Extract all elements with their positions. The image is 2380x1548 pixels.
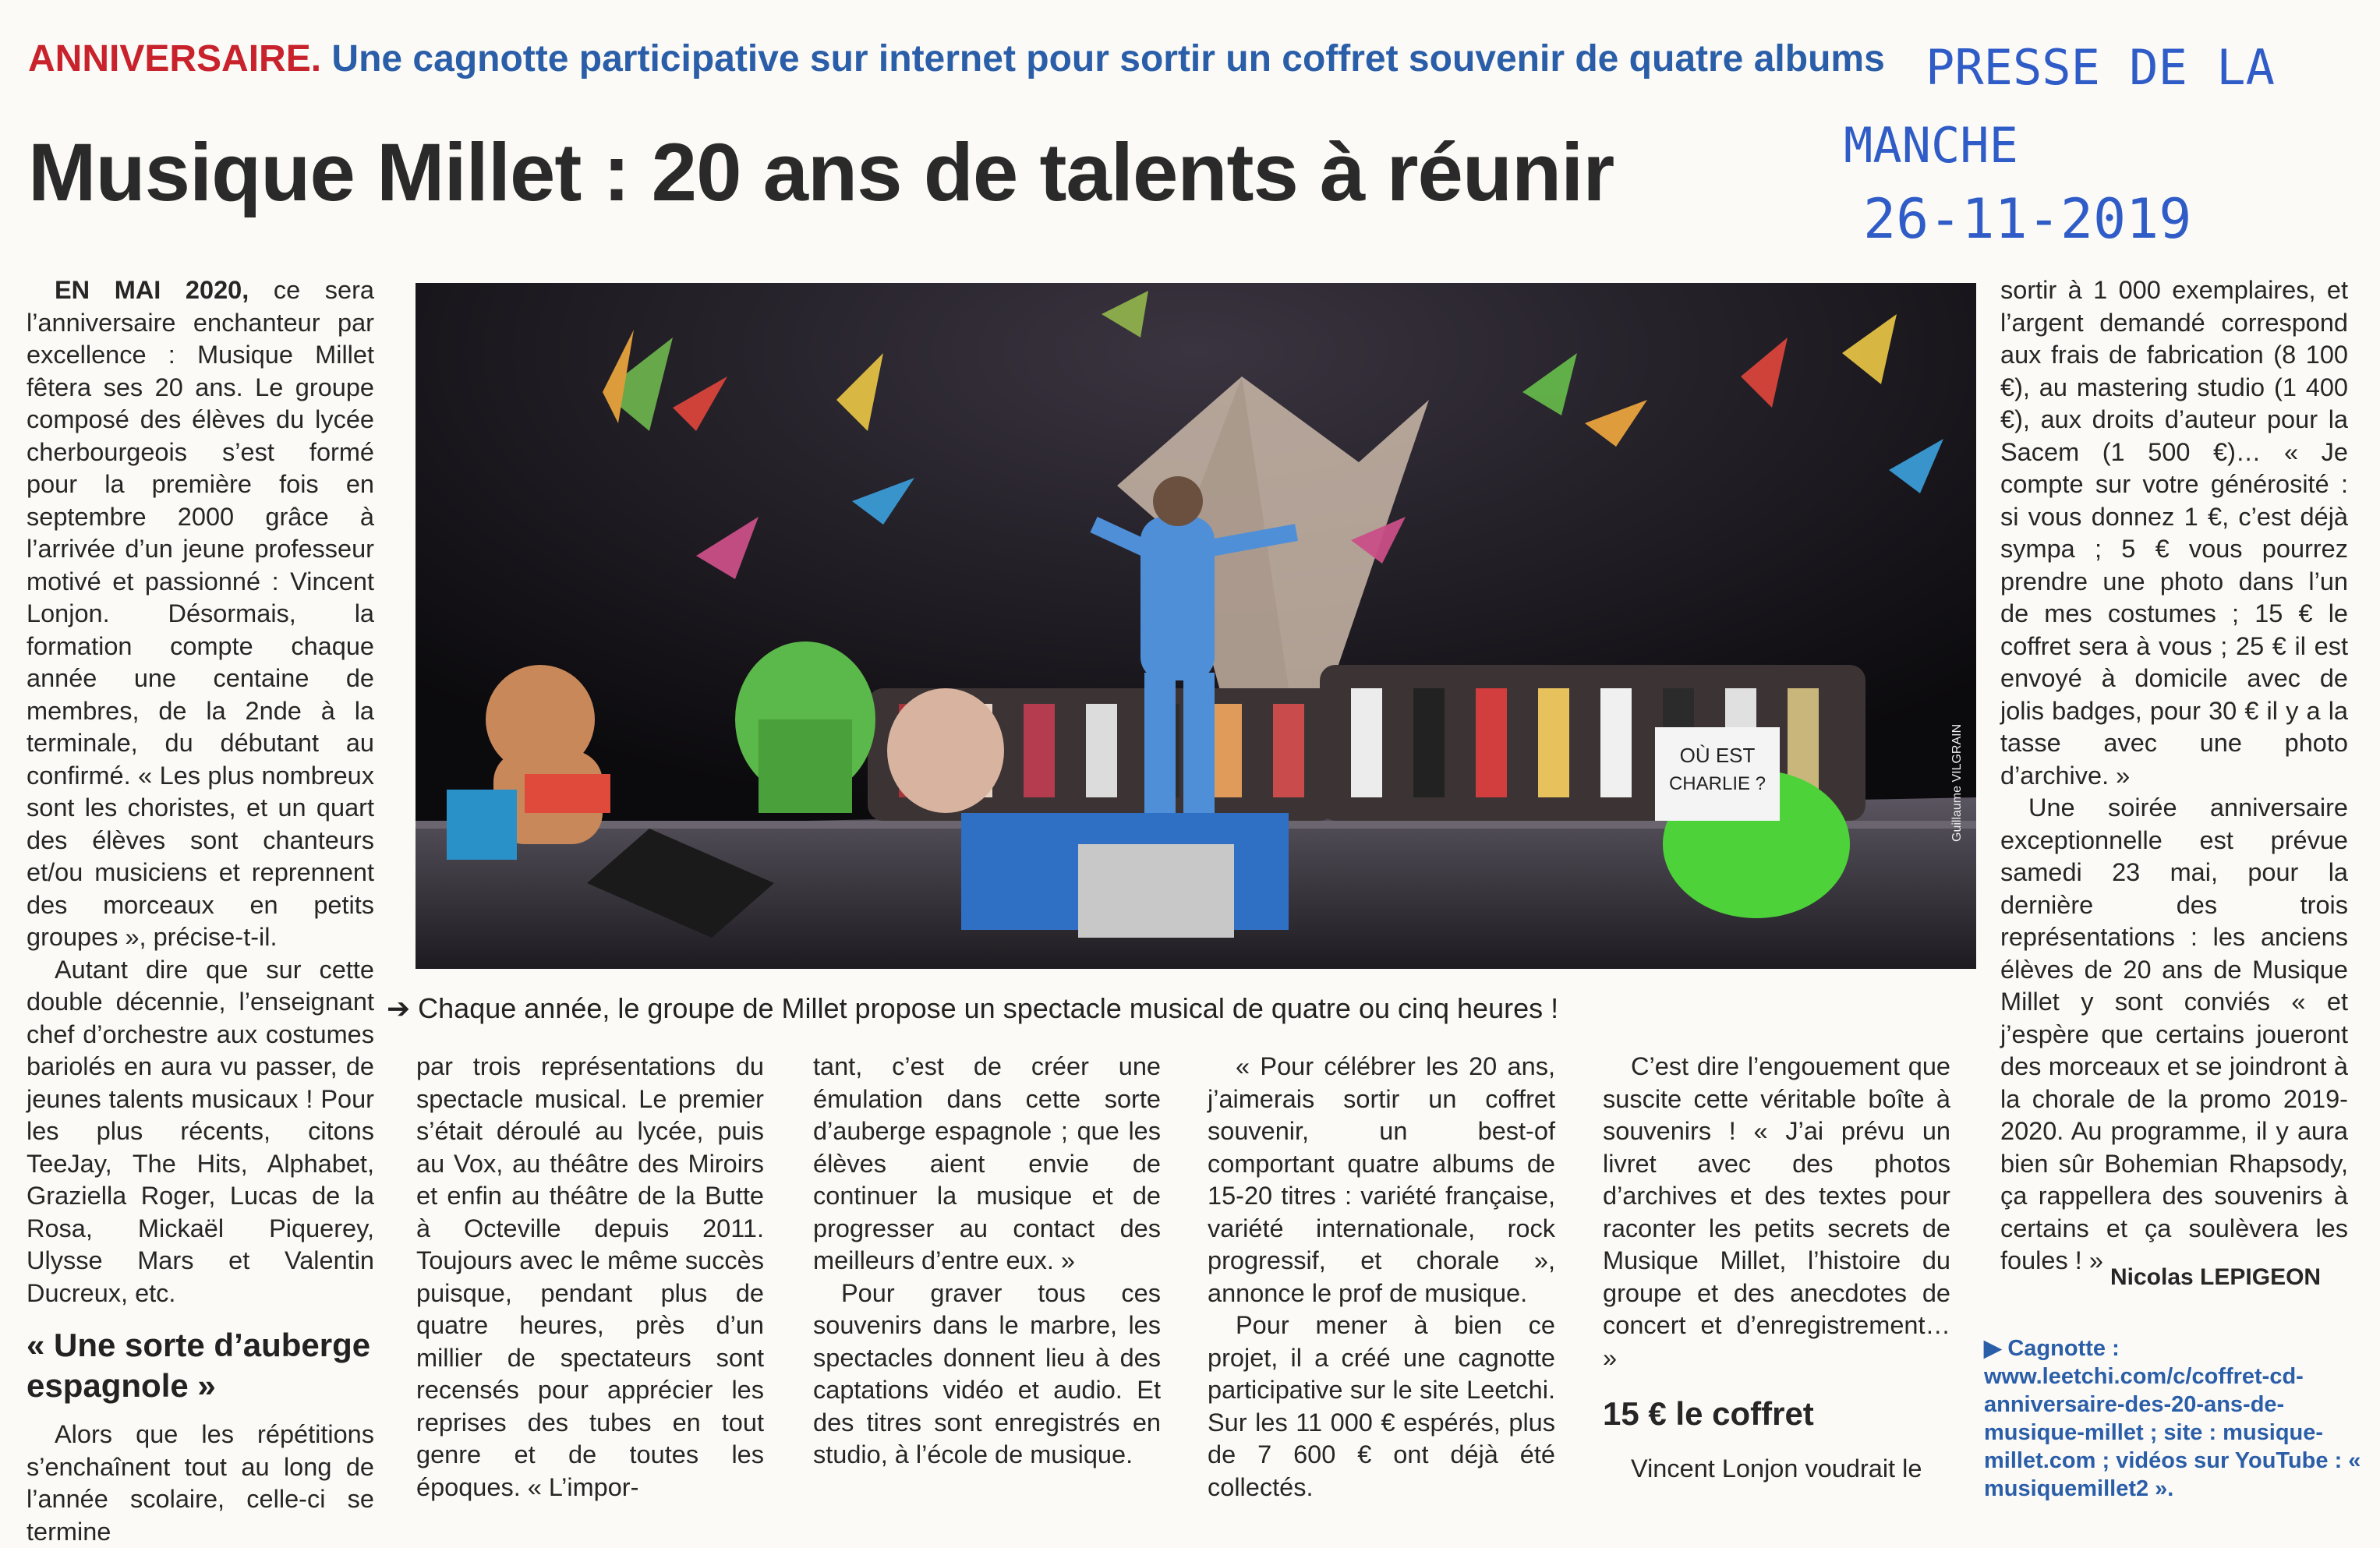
column-3: [813, 1051, 1161, 1472]
kicker-tag: ANNIVERSAIRE.: [28, 38, 322, 80]
column-5-continued: [1603, 1453, 1950, 1486]
paragraph: sortir à 1 000 exemplaires, et l’argent demandé correspond aux frais de fabrication (8 100 €), au mastering studio (1 400 €), aux droits d’auteur pour la Sacem (1 500 €)… « Je compte sur votre générosité : si vous donnez 1 €, c’est déjà sympa ; 5 € vous pourrez prendre une photo dans l’un de mes costumes ; 15 € le coffret sera à vous ; 25 € il est envoyé à domicile avec de jolis badges, pour 30 € il y a la tasse avec une photo d’archive. »: [2000, 276, 2348, 790]
photo-caption: ➔ Chaque année, le groupe de Millet propose un spectacle musical de quatre ou cinq heures !: [387, 992, 1559, 1024]
column-2: [416, 1051, 764, 1504]
paragraph: Autant dire que sur cette double décennie, l’enseignant chef d’orchestre aux costumes bariolés en aura vu passer, de jeunes talents musicaux ! Pour les plus récents, citons TeeJay, The Hits, Alphabet, Graziella Roger, Lucas de la Rosa, Mickaël Piquerey, Ulysse Mars et Valentin Ducreux, etc.: [27, 955, 374, 1307]
column-6: [2000, 274, 2348, 1278]
author-signature: Nicolas LEPIGEON: [2110, 1264, 2322, 1290]
info-note: ▶ Cagnotte : www.leetchi.com/c/coffret-cd-anniversaire-des-20-ans-de-musique-millet ; site : musique-millet.com ; vidéos sur YouTube : « musiquemillet2 ».: [1984, 1336, 2361, 1501]
kicker-subtitle: Une cagnotte participative sur internet pour sortir un coffret souvenir de quatre albums: [331, 38, 1885, 80]
paragraph: par trois représentations du spectacle musical. Le premier s’était déroulé au lycée, puis au Vox, au théâtre des Miroirs et enfin au théâtre de la Butte à Octeville depuis 2011. Toujours avec le même succès puisque, pendant plus de quatre heures, près d’un millier de spectateurs sont recensés pour apprécier les reprises des tubes en tout genre et de toutes les époques. « L’impor-: [416, 1052, 764, 1501]
paragraph: Une soirée anniversaire exceptionnelle est prévue samedi 23 mai, pour la dernière des trois représentations : les anciens élèves de 20 ans de Musique Millet y sont conviés « et j’espère que certains joueront des morceaux et se joindront à la chorale de la promo 2019-2020. Au programme, il y aura bien sûr Bohemian Rhapsody, ça rappellera des souvenirs à certains et ça soulèvera les foules ! »: [2000, 793, 2348, 1274]
column-4: [1208, 1051, 1555, 1504]
handwritten-source-line2: MANCHE: [1844, 117, 2018, 174]
kicker: [28, 37, 1885, 80]
headline: Musique Millet : 20 ans de talents à réunir: [28, 127, 1614, 218]
lead-in: EN MAI 2020,: [55, 276, 249, 304]
subheading: « Une sorte d’auberge espagnole »: [27, 1327, 371, 1404]
paragraph: Pour graver tous ces souvenirs dans le marbre, les spectacles donnent lieu à des captations vidéo et audio. Et des titres sont enregistrés en studio, à l’école de musique.: [813, 1278, 1161, 1468]
stage-sign: OÙ EST: [1679, 744, 1756, 767]
column-1: [27, 274, 374, 1548]
photo-credit: Guillaume VILGRAIN: [1950, 723, 1964, 842]
concert-photo: [416, 283, 1976, 969]
svg-text:CHARLIE ?: CHARLIE ?: [1668, 773, 1766, 794]
paragraph: C’est dire l’engouement que suscite cette véritable boîte à souvenirs ! « J’ai prévu un livret avec des photos d’archives et des textes pour raconter les petits secrets de Musique Millet, l’histoire du groupe et des anecdotes de concert et d’enregistrement… »: [1603, 1052, 1950, 1372]
paragraph: Vincent Lonjon voudrait le: [1631, 1454, 1922, 1483]
handwritten-date: 26-11-2019: [1863, 187, 2192, 251]
paragraph-text: ce sera l’anniversaire enchanteur par excellence : Musique Millet fêtera ses 20 ans. Le groupe composé des élèves du lycée cherbourgeois s’est formé pour la première fois en septembre 2000 grâce à l’arrivée d’un jeune professeur motivé et passionné : Vincent Lonjon. Désormais, la formation compte chaque année une centaine de membres, de la 2nde à la terminale, du débutant au confirmé. « Les plus nombreux sont les choristes, et un quart des élèves sont chanteurs et/ou musiciens et reprennent des morceaux en petits groupes », précise-t-il.: [27, 276, 374, 951]
paragraph: Alors que les répétitions s’enchaînent tout au long de l’année scolaire, celle-ci se termine: [27, 1420, 374, 1546]
stage-illustration: [416, 283, 1976, 969]
paragraph: Pour mener à bien ce projet, il a créé une cagnotte participative sur le site Leetchi. Sur les 11 000 € espérés, plus de 7 600 € ont déjà été collectés.: [1208, 1311, 1555, 1501]
paragraph: tant, c’est de créer une émulation dans cette sorte d’auberge espagnole ; que les élèves aient envie de continuer la musique et de progresser au contact des meilleurs d’entre eux. »: [813, 1052, 1161, 1274]
subheading-price: 15 € le coffret: [1603, 1395, 1814, 1432]
paragraph: [27, 274, 374, 954]
paragraph: « Pour célébrer les 20 ans, j’aimerais sortir un coffret souvenir, un best-of comportant quatre albums de 15-20 titres : variété française, variété internationale, rock progressif, et chorale », annonce le prof de musique.: [1208, 1052, 1555, 1307]
handwritten-source-line1: PRESSE DE LA: [1926, 39, 2275, 96]
column-5: [1603, 1051, 1950, 1374]
